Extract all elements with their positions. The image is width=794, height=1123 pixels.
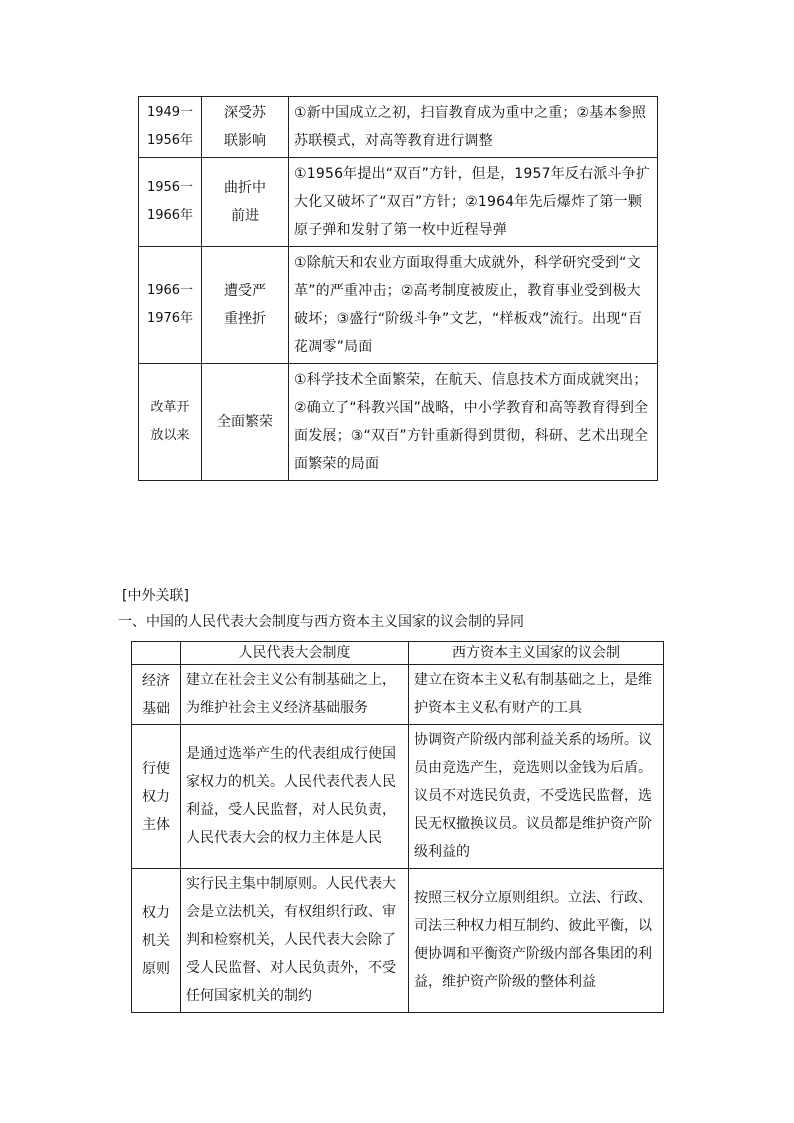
table-row	[139, 97, 658, 158]
china-cell: 实行民主集中制原则。人民代表大会是立法机关，有权组织行政、审判和检察机关，人民代表大会除了受人民监督、对人民负责外，不受任何国家机关的制约	[181, 869, 409, 1013]
feature-cell	[202, 97, 289, 158]
row-label: 经济 基础	[142, 672, 170, 717]
row-label-cell	[132, 869, 181, 1013]
row-label: 行使 权力 主体	[142, 760, 170, 833]
feature-text: 遭受严 重挫折	[224, 283, 266, 327]
west-cell: 协调资产阶级内部利益关系的场所。议员由竞选产生，竞选则以金钱为后盾。议员不对选民负责，不受选民监督，选民无权撤换议员。议员都是维护资产阶级利益的	[409, 725, 664, 869]
period-cell	[139, 158, 202, 247]
header-cell-west: 西方资本主义国家的议会制	[409, 642, 664, 665]
section-tag: [中外关联]	[122, 588, 189, 604]
content-cell: ①除航天和农业方面取得重大成就外，科学研究受到“文革”的严重冲击；②高考制度被废止，教育事业受到极大破坏；③盛行“阶级斗争”文艺，“样板戏”流行。出现“百花凋零”局面	[289, 247, 658, 364]
table-row	[139, 247, 658, 364]
feature-text: 曲折中 前进	[224, 180, 266, 224]
period-cell	[139, 247, 202, 364]
period-text: 1966一 1976年	[146, 283, 194, 326]
row-label-cell	[132, 725, 181, 869]
feature-cell	[202, 364, 289, 481]
table-row	[132, 725, 664, 869]
west-cell: 建立在资本主义私有制基础之上，是维护资本主义私有财产的工具	[409, 665, 664, 725]
header-cell-empty	[132, 642, 181, 665]
table-header-row	[132, 642, 664, 665]
china-cell: 建立在社会主义公有制基础之上，为维护社会主义经济基础服务	[181, 665, 409, 725]
section-title: 一、中国的人民代表大会制度与西方资本主义国家的议会制的异同	[118, 614, 524, 630]
table-row	[132, 665, 664, 725]
period-text: 1956一 1966年	[146, 180, 194, 223]
content-cell: ①新中国成立之初，扫盲教育成为重中之重；②基本参照苏联模式，对高等教育进行调整	[289, 97, 658, 158]
row-label: 权力 机关 原则	[142, 904, 170, 977]
west-cell: 按照三权分立原则组织。立法、行政、司法三种权力相互制约、彼此平衡，以便协调和平衡资产阶级内部各集团的利益，维护资产阶级的整体利益	[409, 869, 664, 1013]
period-text: 1949一 1956年	[146, 105, 194, 148]
feature-cell	[202, 158, 289, 247]
feature-text: 深受苏 联影响	[224, 105, 266, 149]
row-label-cell	[132, 665, 181, 725]
table-row	[139, 158, 658, 247]
china-cell: 是通过选举产生的代表组成行使国家权力的机关。人民代表代表人民利益，受人民监督，对人民负责，人民代表大会的权力主体是人民	[181, 725, 409, 869]
period-text: 改革开 放以来	[150, 400, 190, 443]
table-row	[139, 364, 658, 481]
feature-text: 全面繁荣	[217, 414, 273, 430]
period-cell	[139, 364, 202, 481]
content-cell: ①科学技术全面繁荣，在航天、信息技术方面成就突出；②确立了“科教兴国”战略，中小学教育和高等教育得到全面发展；③“双百”方针重新得到贯彻，科研、艺术出现全面繁荣的局面	[289, 364, 658, 481]
feature-cell	[202, 247, 289, 364]
content-cell: ①1956年提出“双百”方针，但是，1957年反右派斗争扩大化又破坏了“双百”方针；②1964年先后爆炸了第一颗原子弹和发射了第一枚中近程导弹	[289, 158, 658, 247]
header-cell-china: 人民代表大会制度	[181, 642, 409, 665]
table-row	[132, 869, 664, 1013]
period-cell	[139, 97, 202, 158]
education-development-table	[138, 96, 658, 481]
comparison-table	[131, 641, 664, 1013]
